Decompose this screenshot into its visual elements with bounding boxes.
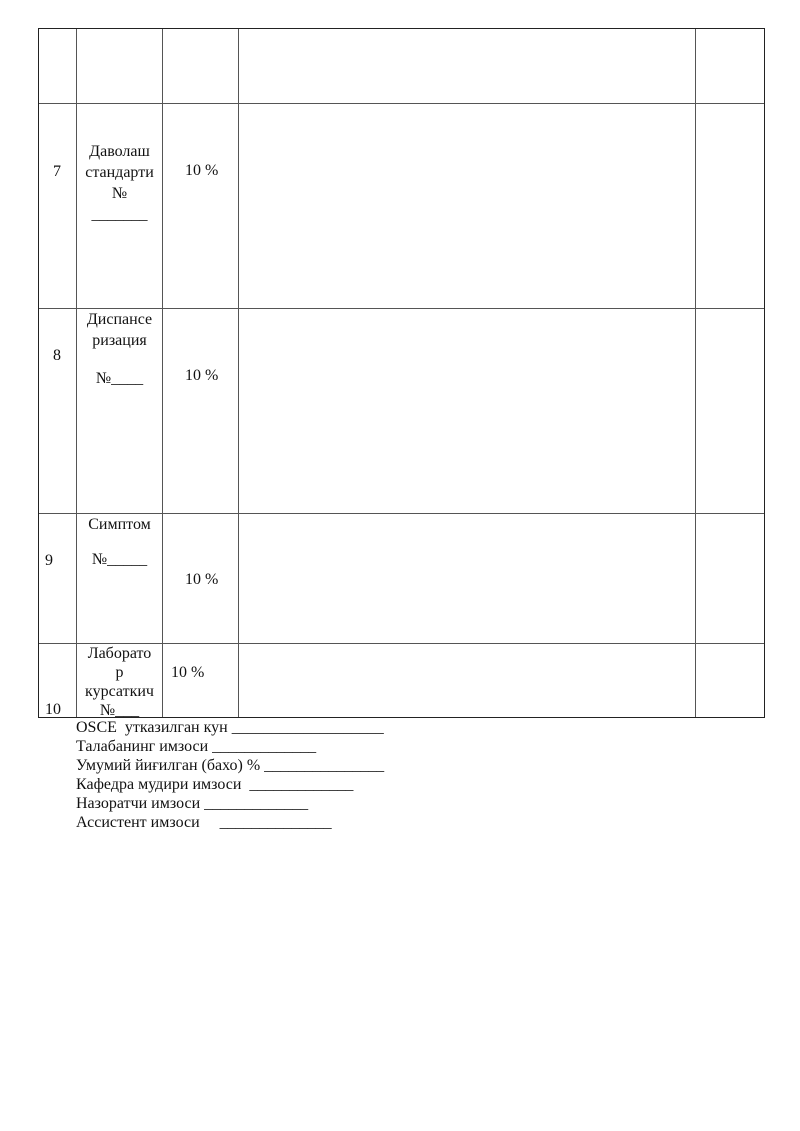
row-percent: 10 % bbox=[171, 664, 205, 681]
row-name: Симптом №_____ bbox=[88, 516, 151, 568]
row-number: 8 bbox=[53, 347, 61, 364]
column-divider bbox=[695, 29, 696, 717]
row-number: 10 bbox=[45, 701, 61, 718]
assistant-signature-line: Ассистент имзоси ______________ bbox=[76, 814, 332, 831]
row-percent: 10 % bbox=[185, 162, 219, 179]
assessment-table bbox=[38, 28, 765, 718]
column-divider bbox=[162, 29, 163, 717]
osce-date-line: OSCE утказилган кун ___________________ bbox=[76, 719, 384, 736]
row-number: 9 bbox=[45, 552, 53, 569]
total-score-line: Умумий йиғилган (бахо) % _______________ bbox=[76, 757, 385, 774]
row-divider bbox=[39, 103, 764, 104]
row-name: Даволаш стандарти № _______ bbox=[85, 143, 154, 223]
row-percent: 10 % bbox=[185, 367, 219, 384]
signature-block bbox=[76, 718, 384, 832]
inspector-signature-line: Назоратчи имзоси _____________ bbox=[76, 795, 309, 812]
row-number: 7 bbox=[53, 163, 61, 180]
row-name: Лаборато р курсаткич №___ bbox=[85, 645, 154, 719]
head-signature-line: Кафедра мудири имзоси _____________ bbox=[76, 776, 354, 793]
row-name: Диспансе ризация №____ bbox=[86, 311, 153, 387]
row-percent: 10 % bbox=[185, 571, 219, 588]
student-signature-line: Талабанинг имзоси _____________ bbox=[76, 738, 317, 755]
column-divider bbox=[238, 29, 239, 717]
